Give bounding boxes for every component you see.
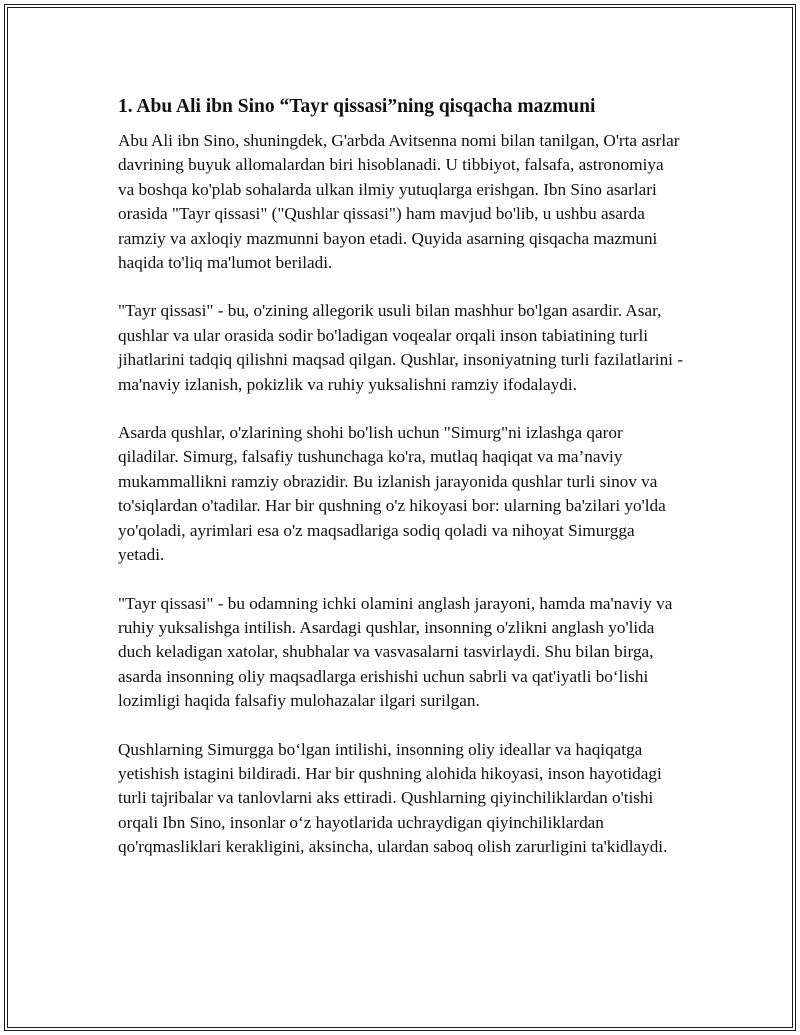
paragraph-simurg-quest: Asarda qushlar, o'zlarining shohi bo'lish uchun "Simurg"ni izlashga qaror qiladilar. Simurg, falsafiy tushunchaga ko'ra, mutlaq haqiqat va ma’naviy mukammallikni ramziy obrazidir. Bu izlanish jarayonida qushlar turli sinov va to'siqlardan o'tadilar. Har bir qushning o'z hikoyasi bor: ularning ba'zilari yo'lda yo'qoladi, ayrimlari esa o'z maqsadlariga sodiq qoladi va nihoyat Simurgga yetadi.: [118, 423, 666, 565]
document-body: [118, 94, 683, 884]
section-heading: 1. Abu Ali ibn Sino “Tayr qissasi”ning qisqacha mazmuni: [118, 96, 596, 117]
paragraph-conclusion: Qushlarning Simurgga bo‘lgan intilishi, insonning oliy ideallar va haqiqatga yetishish istagini bildiradi. Har bir qushning alohida hikoyasi, inson hayotidagi turli tajribalar va tanlovlarni aks ettiradi. Qushlarning qiyinchiliklardan o'tishi orqali Ibn Sino, insonlar o‘z hayotlarida uchraydigan qiyinchiliklardan qo'rqmasliklari kerakligini, aksincha, ulardan saboq olish zarurligini ta'kidlaydi.: [118, 739, 668, 857]
paragraph-allegory: "Tayr qissasi" - bu, o'zining allegorik usuli bilan mashhur bo'lgan asardir. Asar, qushlar va ular orasida sodir bo'ladigan voqealar orqali inson tabiatining turli jihatlarini tadqiq qilishni maqsad qilgan. Qushlar, insoniyatning turli fazilatlarini - ma'naviy izlanish, pokizlik va ruhiy yuksalishni ramziy ifodalaydi.: [118, 301, 683, 394]
paragraph-inner-world: "Tayr qissasi" - bu odamning ichki olamini anglash jarayoni, hamda ma'naviy va ruhiy yuksalishga intilish. Asardagi qushlar, insonning o'zlikni anglash yo'lida duch keladigan xatolar, shubhalar va vasvasalarni tasvirlaydi. Shu bilan birga, asarda insonning oliy maqsadlarga erishishi uchun sabrli va qat'iyatli bo‘lishi lozimligi haqida falsafiy mulohazalar ilgari surilgan.: [118, 593, 673, 711]
paragraph-intro: Abu Ali ibn Sino, shuningdek, G'arbda Avitsenna nomi bilan tanilgan, O'rta asrlar davrining buyuk allomalardan biri hisoblanadi. U tibbiyot, falsafa, astronomiya va boshqa ko'plab sohalarda ulkan ilmiy yutuqlarga erishgan. Ibn Sino asarlari orasida "Tayr qissasi" ("Qushlar qissasi") ham mavjud bo'lib, u ushbu asarda ramziy va axloqiy mazmunni bayon etadi. Quyida asarning qisqacha mazmuni haqida to'liq ma'lumot beriladi.: [118, 131, 680, 273]
